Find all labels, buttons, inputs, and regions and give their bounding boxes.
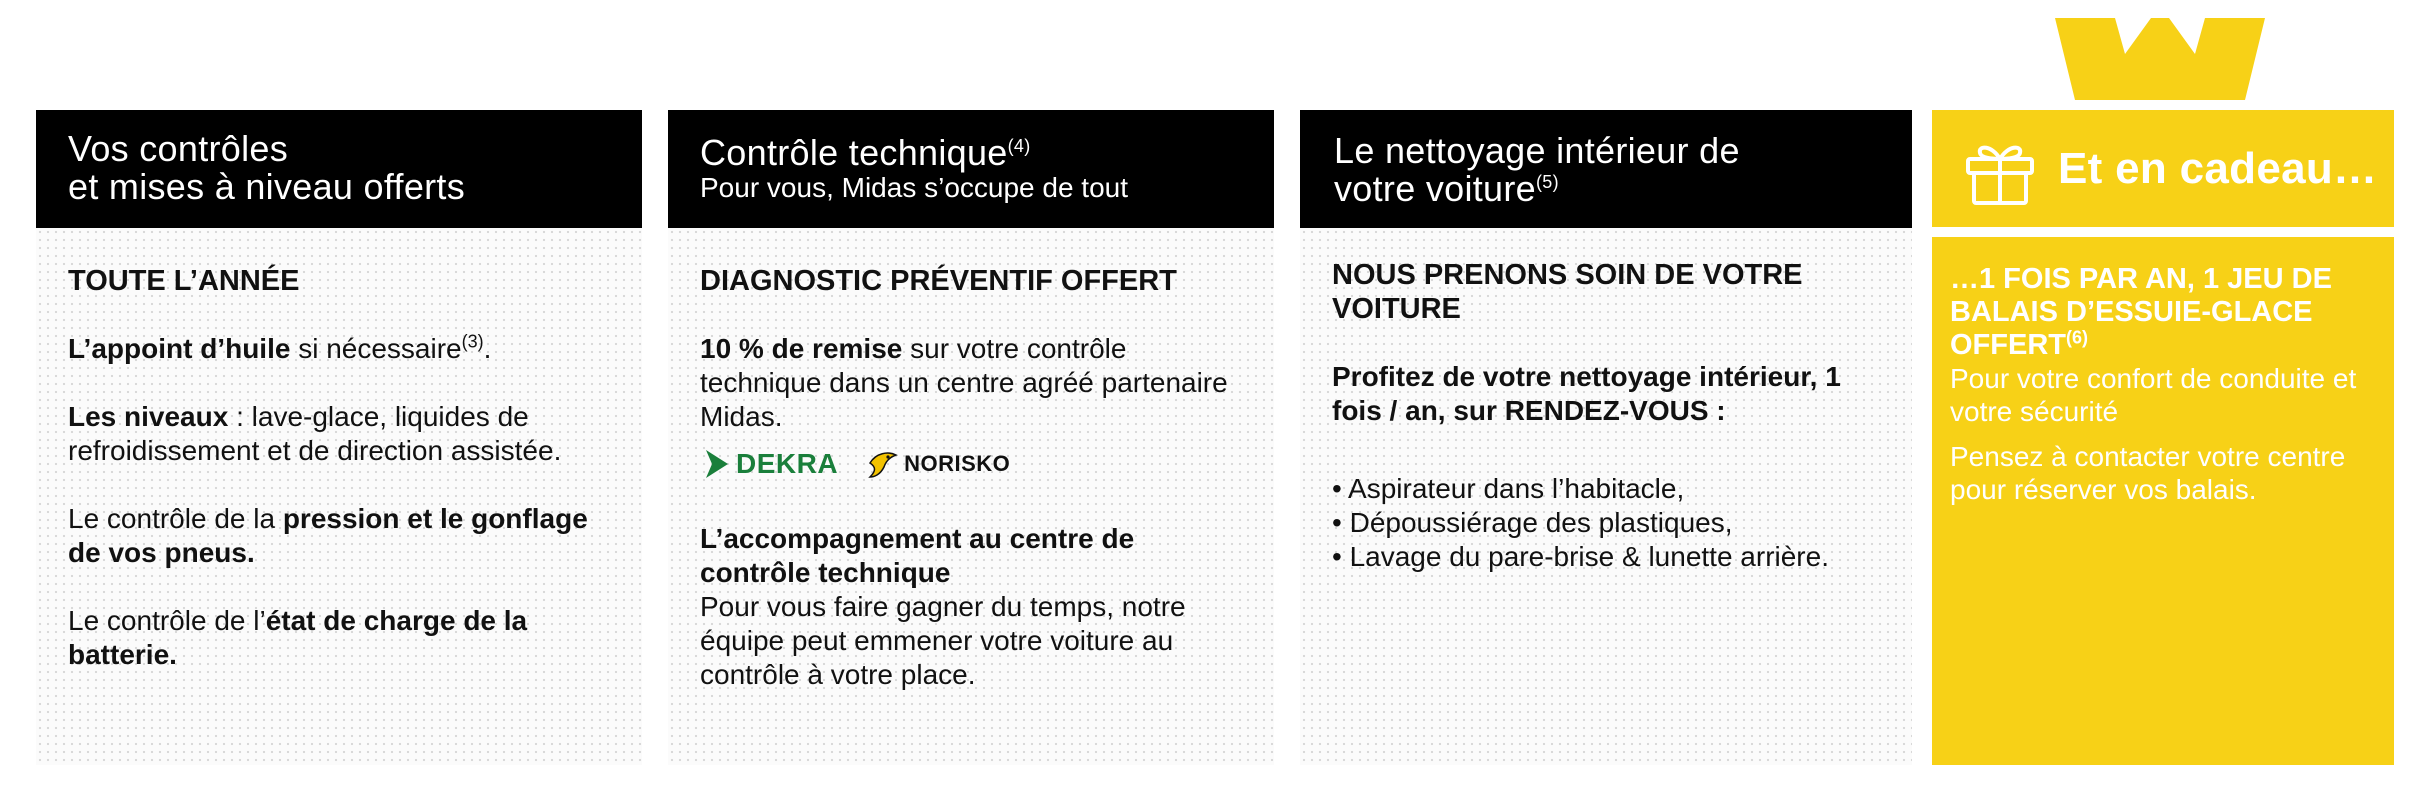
tyre-paragraph: Le contrôle de la pression et le gonflage de vos pneus. [68, 503, 588, 568]
list-item: • Dépoussiérage des plastiques, [1332, 506, 1880, 540]
discount-paragraph: 10 % de remise sur votre contrôle technique dans un centre agréé partenaire Midas. [700, 333, 1228, 432]
card-header [36, 110, 642, 228]
gift-title: Et en cadeau… [2058, 143, 2378, 193]
partner-logos [704, 448, 1242, 480]
card-title: Contrôle technique$^{(4)}$ [700, 132, 1031, 173]
norisko-logo: NORISKO [868, 449, 1010, 479]
list-item: • Aspirateur dans l’habitacle, [1332, 472, 1880, 506]
card-body-heading: DIAGNOSTIC PRÉVENTIF OFFERT [700, 265, 1177, 297]
card-title: Le nettoyage intérieur de votre voiture$^{(5)}$ [1334, 130, 1740, 209]
cleaning-paragraph: Profitez de votre nettoyage intérieur, 1 fois / an, sur RENDEZ-VOUS : [1332, 361, 1841, 426]
cleaning-list [1332, 472, 1880, 574]
gift-header [1932, 110, 2394, 227]
card-body-heading: TOUTE L’ANNÉE [68, 265, 300, 297]
accompaniment-paragraph: L’accompagnement au centre de contrôle technique Pour vous faire gagner du temps, notre équipe peut emmener votre voiture au contrôle à votre place. [700, 523, 1186, 690]
gift-heading: …1 FOIS PAR AN, 1 JEU DE BALAIS D’ESSUIE-GLACE OFFERT$^{(6)}$ [1950, 263, 2332, 361]
dekra-arrow-icon [704, 448, 730, 480]
card-body [668, 228, 1274, 765]
card-header [668, 110, 1274, 228]
norisko-bird-icon [868, 449, 898, 479]
oil-paragraph: L’appoint d’huile si nécessaire$^{(3)}$. [68, 331, 492, 364]
gift-icon [1962, 131, 2038, 207]
card-body [36, 228, 642, 765]
gift-body [1932, 237, 2394, 765]
card-subtitle: Pour vous, Midas s’occupe de tout [700, 172, 1129, 203]
levels-paragraph: Les niveaux : lave-glace, liquides de refroidissement et de direction assistée. [68, 401, 562, 466]
card-interior-cleaning [1300, 110, 1912, 765]
card-header [1300, 110, 1912, 228]
list-item: • Lavage du pare-brise & lunette arrière. [1332, 540, 1880, 574]
crown-icon [2055, 18, 2265, 100]
card-title: Vos contrôles et mises à niveau offerts [68, 128, 466, 207]
battery-paragraph: Le contrôle de l’état de charge de la batterie. [68, 605, 528, 670]
card-technical-control [668, 110, 1274, 765]
card-body [1300, 228, 1912, 765]
card-body-heading: NOUS PRENONS SOIN DE VOTRE VOITURE [1332, 259, 1803, 325]
card-controls [36, 110, 642, 765]
dekra-logo: DEKRA [704, 448, 838, 480]
gift-paragraph-comfort: Pour votre confort de conduite et votre sécurité [1950, 363, 2357, 427]
gift-paragraph-contact: Pensez à contacter votre centre pour réserver vos balais. [1950, 441, 2346, 505]
